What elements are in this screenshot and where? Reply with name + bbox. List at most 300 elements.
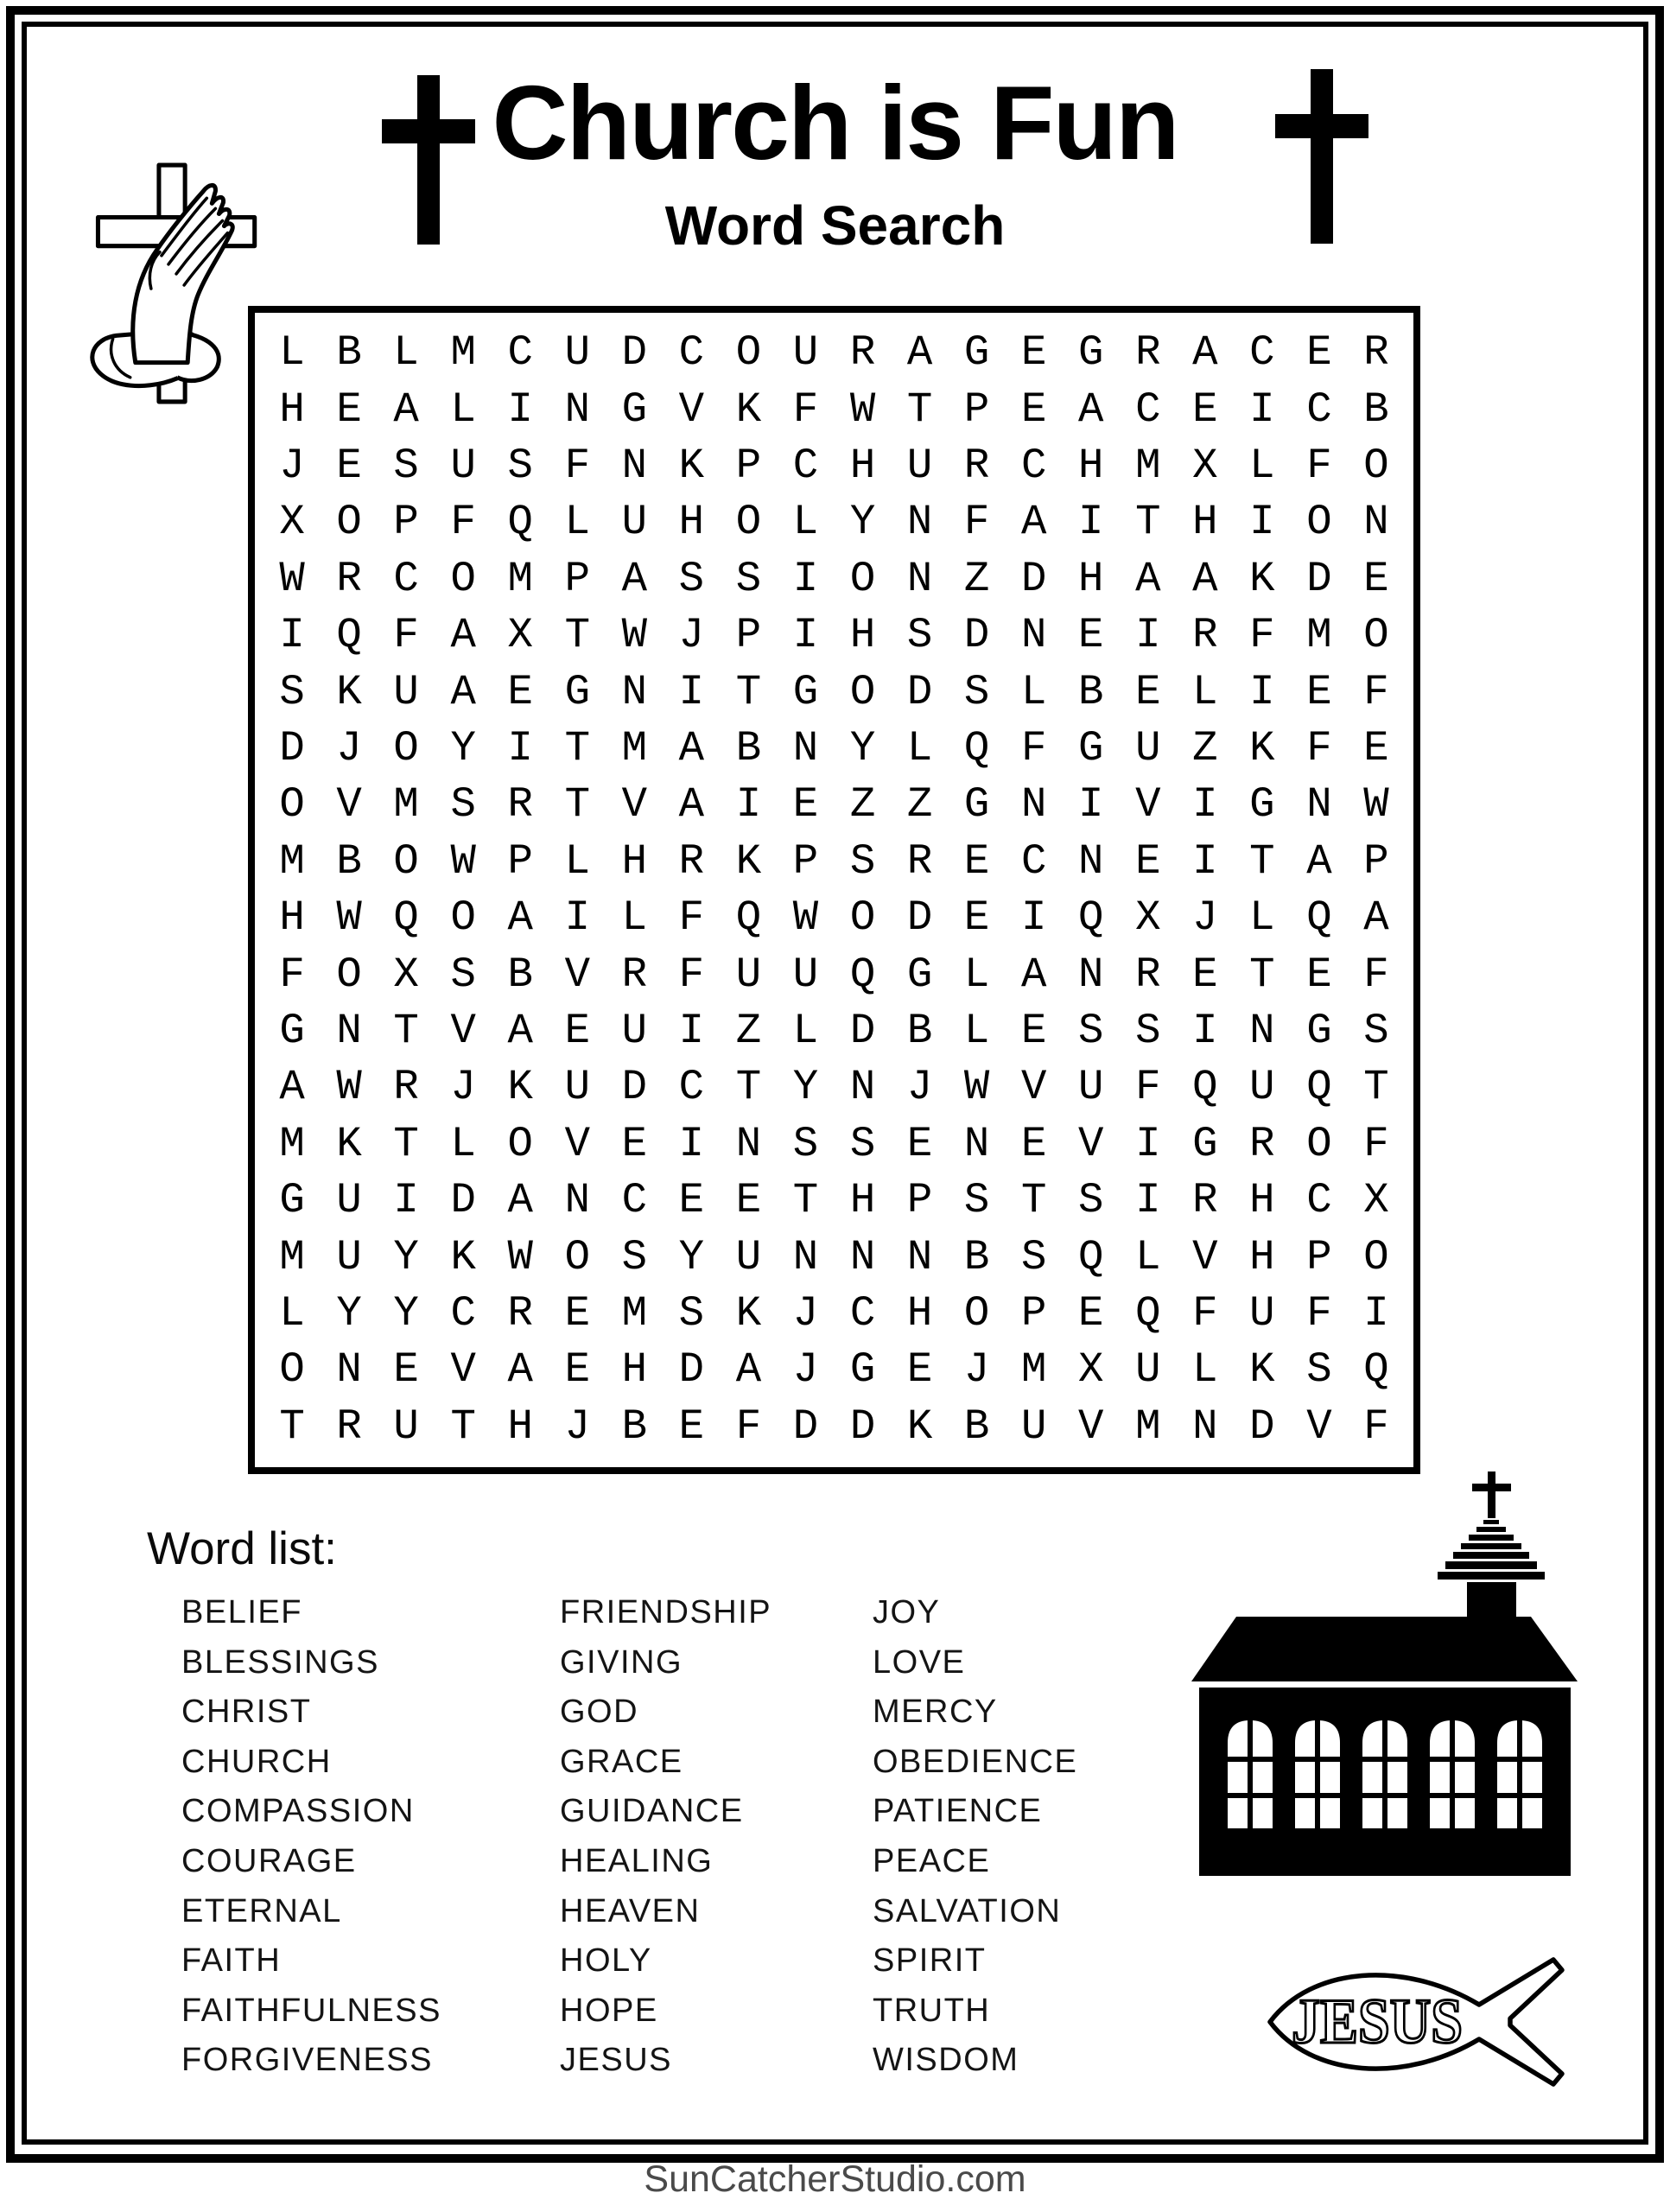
grid-letter: Q: [1306, 1063, 1332, 1112]
grid-letter: R: [1135, 328, 1161, 378]
grid-letter: I: [507, 385, 533, 434]
grid-letter: U: [792, 950, 819, 999]
grid-letter: H: [906, 1288, 933, 1338]
grid-letter: F: [963, 498, 990, 547]
grid-letter: U: [735, 950, 762, 999]
grid-letter: H: [621, 836, 648, 886]
grid-letter: C: [621, 1176, 648, 1225]
grid-letter: O: [336, 498, 362, 547]
grid-letter: M: [1020, 1345, 1047, 1395]
grid-letter: Y: [678, 1232, 705, 1281]
grid-letter: D: [621, 328, 648, 378]
grid-letter: H: [621, 1345, 648, 1395]
grid-letter: S: [1020, 1232, 1047, 1281]
grid-letter: W: [792, 893, 819, 943]
grid-letter: N: [564, 385, 590, 434]
grid-letter: A: [1306, 836, 1332, 886]
grid-letter: G: [1249, 780, 1275, 830]
grid-letter: S: [450, 950, 476, 999]
grid-letter: Z: [849, 780, 876, 830]
grid-letter: I: [1135, 611, 1161, 660]
grid-letter: Y: [336, 1288, 362, 1338]
grid-letter: X: [507, 611, 533, 660]
word-list-item: GRACE: [560, 1743, 683, 1780]
grid-letter: B: [336, 836, 362, 886]
word-list-item: JESUS: [560, 2042, 672, 2079]
grid-letter: C: [792, 441, 819, 490]
grid-letter: A: [507, 893, 533, 943]
grid-letter: Z: [963, 554, 990, 603]
grid-letter: K: [735, 385, 762, 434]
grid-letter: M: [450, 328, 476, 378]
grid-letter: Q: [1135, 1288, 1161, 1338]
grid-letter: E: [336, 385, 362, 434]
grid-letter: O: [450, 893, 476, 943]
grid-letter: N: [621, 441, 648, 490]
grid-letter: I: [1192, 1006, 1218, 1055]
grid-letter: V: [564, 1119, 590, 1168]
grid-letter: A: [678, 723, 705, 772]
word-list-item: HOPE: [560, 1992, 658, 2029]
grid-letter: F: [678, 950, 705, 999]
grid-letter: B: [963, 1402, 990, 1451]
grid-letter: F: [1306, 441, 1332, 490]
grid-letter: Q: [1363, 1345, 1389, 1395]
grid-letter: B: [735, 723, 762, 772]
word-list-item: SPIRIT: [873, 1942, 987, 1980]
grid-letter: G: [1192, 1119, 1218, 1168]
grid-letter: K: [678, 441, 705, 490]
grid-letter: G: [1078, 328, 1104, 378]
grid-letter: P: [963, 385, 990, 434]
grid-letter: N: [906, 498, 933, 547]
grid-letter: R: [1192, 611, 1218, 660]
grid-letter: L: [792, 498, 819, 547]
grid-letter: U: [906, 441, 933, 490]
grid-letter: N: [564, 1176, 590, 1225]
grid-letter: H: [1078, 441, 1104, 490]
grid-letter: O: [1306, 498, 1332, 547]
grid-letter: G: [621, 385, 648, 434]
grid-letter: I: [1192, 836, 1218, 886]
grid-letter: I: [678, 1006, 705, 1055]
grid-letter: L: [450, 385, 476, 434]
grid-letter: R: [1192, 1176, 1218, 1225]
grid-letter: F: [1306, 1288, 1332, 1338]
grid-letter: S: [792, 1119, 819, 1168]
grid-letter: O: [450, 554, 476, 603]
grid-letter: J: [450, 1063, 476, 1112]
grid-letter: W: [507, 1232, 533, 1281]
grid-letter: P: [735, 441, 762, 490]
grid-letter: N: [1078, 836, 1104, 886]
grid-letter: A: [393, 385, 419, 434]
grid-letter: Q: [1306, 893, 1332, 943]
grid-letter: U: [450, 441, 476, 490]
grid-letter: H: [678, 498, 705, 547]
grid-letter: F: [393, 611, 419, 660]
grid-letter: P: [1363, 836, 1389, 886]
grid-letter: N: [1020, 780, 1047, 830]
grid-letter: F: [450, 498, 476, 547]
grid-letter: T: [1249, 950, 1275, 999]
grid-letter: I: [393, 1176, 419, 1225]
grid-letter: I: [1135, 1119, 1161, 1168]
grid-letter: V: [1078, 1119, 1104, 1168]
grid-letter: R: [849, 328, 876, 378]
grid-letter: F: [678, 893, 705, 943]
grid-letter: E: [1020, 1006, 1047, 1055]
grid-letter: I: [1249, 498, 1275, 547]
word-list-item: FORGIVENESS: [181, 2042, 433, 2079]
word-list-item: COURAGE: [181, 1842, 357, 1879]
grid-letter: L: [279, 328, 305, 378]
grid-letter: M: [393, 780, 419, 830]
grid-letter: A: [735, 1345, 762, 1395]
grid-letter: W: [1363, 780, 1389, 830]
grid-letter: E: [1020, 385, 1047, 434]
grid-letter: Y: [849, 723, 876, 772]
grid-letter: D: [279, 723, 305, 772]
grid-letter: P: [906, 1176, 933, 1225]
grid-letter: L: [963, 950, 990, 999]
grid-letter: A: [450, 667, 476, 716]
grid-letter: B: [906, 1006, 933, 1055]
grid-letter: R: [906, 836, 933, 886]
church-icon: [1191, 1471, 1579, 1885]
grid-letter: V: [336, 780, 362, 830]
grid-letter: I: [792, 611, 819, 660]
word-list-item: MERCY: [873, 1694, 998, 1731]
grid-letter: N: [906, 554, 933, 603]
grid-letter: L: [1192, 667, 1218, 716]
grid-letter: T: [393, 1006, 419, 1055]
grid-letter: O: [393, 836, 419, 886]
grid-letter: C: [507, 328, 533, 378]
grid-letter: I: [1363, 1288, 1389, 1338]
grid-letter: A: [1363, 893, 1389, 943]
page-subtitle: Word Search: [664, 194, 1006, 257]
grid-letter: M: [507, 554, 533, 603]
page-title: Church is Fun: [492, 64, 1178, 181]
grid-letter: L: [279, 1288, 305, 1338]
grid-letter: D: [621, 1063, 648, 1112]
word-list-column: [560, 1588, 772, 2086]
word-list-item: GIVING: [560, 1643, 683, 1681]
grid-letter: S: [507, 441, 533, 490]
word-list-item: TRUTH: [873, 1992, 991, 2029]
grid-letter: L: [393, 328, 419, 378]
grid-letter: F: [1020, 723, 1047, 772]
grid-letter: E: [564, 1288, 590, 1338]
grid-letter: S: [849, 836, 876, 886]
grid-letter: D: [1306, 554, 1332, 603]
grid-letter: I: [678, 667, 705, 716]
word-list-item: FAITHFULNESS: [181, 1992, 441, 2029]
grid-letter: N: [1306, 780, 1332, 830]
grid-letter: F: [564, 441, 590, 490]
grid-letter: S: [735, 554, 762, 603]
grid-letter: X: [1135, 893, 1161, 943]
grid-letter: W: [279, 554, 305, 603]
grid-letter: T: [906, 385, 933, 434]
word-list-item: CHURCH: [181, 1743, 332, 1780]
grid-letter: U: [1249, 1063, 1275, 1112]
word-list-item: HEAVEN: [560, 1892, 701, 1929]
grid-letter: F: [1363, 667, 1389, 716]
grid-letter: E: [906, 1119, 933, 1168]
grid-letter: L: [1192, 1345, 1218, 1395]
grid-letter: K: [735, 1288, 762, 1338]
grid-letter: P: [735, 611, 762, 660]
grid-letter: E: [507, 667, 533, 716]
grid-letter: X: [1363, 1176, 1389, 1225]
grid-letter: O: [849, 893, 876, 943]
grid-letter: E: [1363, 554, 1389, 603]
grid-letter: F: [1135, 1063, 1161, 1112]
grid-letter: T: [1249, 836, 1275, 886]
grid-letter: S: [963, 667, 990, 716]
grid-letter: G: [279, 1006, 305, 1055]
grid-letter: Q: [1078, 1232, 1104, 1281]
grid-letter: E: [1192, 385, 1218, 434]
grid-letter: H: [1249, 1176, 1275, 1225]
grid-letter: R: [507, 1288, 533, 1338]
grid-letter: E: [963, 893, 990, 943]
grid-letter: Q: [1192, 1063, 1218, 1112]
grid-letter: A: [1020, 950, 1047, 999]
grid-letter: V: [450, 1345, 476, 1395]
grid-letter: M: [621, 1288, 648, 1338]
grid-letter: Z: [735, 1006, 762, 1055]
grid-letter: U: [1020, 1402, 1047, 1451]
grid-letter: G: [1078, 723, 1104, 772]
grid-letter: R: [1363, 328, 1389, 378]
grid-letter: J: [792, 1345, 819, 1395]
grid-letter: D: [678, 1345, 705, 1395]
grid-letter: N: [906, 1232, 933, 1281]
grid-letter: M: [279, 1119, 305, 1168]
grid-letter: X: [1078, 1345, 1104, 1395]
grid-letter: G: [792, 667, 819, 716]
grid-letter: U: [1249, 1288, 1275, 1338]
grid-letter: V: [1135, 780, 1161, 830]
grid-letter: Q: [849, 950, 876, 999]
grid-letter: P: [792, 836, 819, 886]
grid-letter: Q: [1078, 893, 1104, 943]
grid-letter: E: [1135, 667, 1161, 716]
grid-letter: L: [792, 1006, 819, 1055]
grid-letter: U: [564, 328, 590, 378]
grid-letter: U: [1135, 723, 1161, 772]
grid-letter: E: [1306, 667, 1332, 716]
grid-letter: T: [564, 723, 590, 772]
grid-letter: C: [1306, 385, 1332, 434]
grid-letter: O: [1363, 611, 1389, 660]
word-list-item: WISDOM: [873, 2042, 1019, 2079]
grid-letter: I: [279, 611, 305, 660]
word-search-grid: [248, 306, 1420, 1474]
grid-letter: S: [279, 667, 305, 716]
grid-letter: A: [507, 1006, 533, 1055]
grid-letter: D: [1020, 554, 1047, 603]
grid-letter: O: [849, 554, 876, 603]
grid-letter: E: [1020, 1119, 1047, 1168]
grid-letter: N: [849, 1232, 876, 1281]
grid-letter: S: [1363, 1006, 1389, 1055]
grid-letter: W: [336, 1063, 362, 1112]
grid-letter: O: [1363, 441, 1389, 490]
grid-letter: S: [1078, 1006, 1104, 1055]
grid-letter: O: [735, 328, 762, 378]
grid-letter: H: [279, 385, 305, 434]
grid-letter: U: [1135, 1345, 1161, 1395]
grid-letter: I: [735, 780, 762, 830]
grid-letter: E: [678, 1176, 705, 1225]
grid-letter: T: [450, 1402, 476, 1451]
grid-letter: A: [1192, 554, 1218, 603]
grid-letter: Y: [393, 1288, 419, 1338]
grid-letter: N: [963, 1119, 990, 1168]
grid-letter: R: [1249, 1119, 1275, 1168]
grid-letter: S: [1306, 1345, 1332, 1395]
grid-letter: D: [906, 667, 933, 716]
grid-letter: W: [621, 611, 648, 660]
grid-letter: K: [1249, 723, 1275, 772]
grid-letter: G: [849, 1345, 876, 1395]
grid-letter: U: [336, 1232, 362, 1281]
grid-letter: E: [1363, 723, 1389, 772]
grid-letter: W: [963, 1063, 990, 1112]
grid-letter: O: [1363, 1232, 1389, 1281]
grid-letter: P: [393, 498, 419, 547]
grid-letter: I: [678, 1119, 705, 1168]
grid-letter: J: [336, 723, 362, 772]
grid-letter: E: [621, 1119, 648, 1168]
word-list-item: CHRIST: [181, 1694, 312, 1731]
grid-letter: O: [393, 723, 419, 772]
grid-letter: K: [1249, 1345, 1275, 1395]
grid-letter: H: [849, 441, 876, 490]
grid-letter: C: [1135, 385, 1161, 434]
grid-letter: F: [735, 1402, 762, 1451]
footer-site-name: SunCatcherStudio.com: [644, 2158, 1026, 2200]
grid-letter: T: [564, 780, 590, 830]
grid-letter: N: [735, 1119, 762, 1168]
jesus-fish-icon: [1261, 1951, 1591, 2094]
grid-letter: L: [450, 1119, 476, 1168]
grid-letter: W: [450, 836, 476, 886]
word-list-item: FRIENDSHIP: [560, 1594, 772, 1630]
grid-letter: S: [906, 611, 933, 660]
grid-letter: N: [336, 1345, 362, 1395]
grid-letter: K: [336, 667, 362, 716]
grid-letter: I: [1078, 780, 1104, 830]
word-list-item: ETERNAL: [181, 1892, 342, 1929]
grid-letter: N: [1078, 950, 1104, 999]
grid-letter: E: [564, 1006, 590, 1055]
word-list-item: HEALING: [560, 1842, 714, 1879]
grid-letter: O: [279, 780, 305, 830]
grid-letter: H: [849, 1176, 876, 1225]
grid-letter: K: [1249, 554, 1275, 603]
grid-letter: C: [1020, 836, 1047, 886]
grid-letter: U: [792, 328, 819, 378]
grid-letter: P: [1306, 1232, 1332, 1281]
grid-letter: G: [279, 1176, 305, 1225]
grid-letter: F: [1363, 1119, 1389, 1168]
word-list-item: OBEDIENCE: [873, 1743, 1078, 1780]
grid-letter: G: [963, 780, 990, 830]
grid-letter: L: [621, 893, 648, 943]
grid-letter: C: [1249, 328, 1275, 378]
grid-letter: L: [564, 836, 590, 886]
word-list-item: SALVATION: [873, 1892, 1062, 1929]
grid-letter: M: [1135, 441, 1161, 490]
grid-letter: N: [1249, 1006, 1275, 1055]
grid-letter: H: [849, 611, 876, 660]
grid-letter: V: [1192, 1232, 1218, 1281]
grid-letter: S: [450, 780, 476, 830]
grid-letter: I: [1078, 498, 1104, 547]
word-list-item: BLESSINGS: [181, 1643, 379, 1681]
grid-letter: T: [279, 1402, 305, 1451]
grid-letter: Q: [735, 893, 762, 943]
grid-letter: R: [393, 1063, 419, 1112]
grid-letter: E: [336, 441, 362, 490]
grid-letter: F: [792, 385, 819, 434]
grid-letter: E: [963, 836, 990, 886]
grid-letter: Y: [450, 723, 476, 772]
word-list-item: PEACE: [873, 1842, 991, 1879]
grid-letter: J: [279, 441, 305, 490]
grid-letter: U: [621, 1006, 648, 1055]
grid-letter: E: [792, 780, 819, 830]
grid-letter: F: [1363, 1402, 1389, 1451]
grid-letter: N: [1192, 1402, 1218, 1451]
word-list-item: GUIDANCE: [560, 1793, 744, 1830]
grid-letter: C: [393, 554, 419, 603]
grid-letter: D: [450, 1176, 476, 1225]
grid-letter: O: [849, 667, 876, 716]
grid-letter: A: [1078, 385, 1104, 434]
grid-letter: N: [336, 1006, 362, 1055]
grid-letter: E: [1078, 611, 1104, 660]
grid-letter: S: [678, 554, 705, 603]
grid-letter: A: [678, 780, 705, 830]
grid-letter: T: [1135, 498, 1161, 547]
grid-letter: L: [1249, 441, 1275, 490]
grid-letter: E: [735, 1176, 762, 1225]
grid-letter: E: [1020, 328, 1047, 378]
grid-letter: X: [1192, 441, 1218, 490]
grid-letter: C: [678, 328, 705, 378]
grid-letter: V: [450, 1006, 476, 1055]
grid-letter: G: [1306, 1006, 1332, 1055]
grid-letter: D: [963, 611, 990, 660]
grid-letter: F: [1192, 1288, 1218, 1338]
grid-letter: V: [1078, 1402, 1104, 1451]
grid-letter: Y: [393, 1232, 419, 1281]
grid-letter: P: [507, 836, 533, 886]
grid-letter: B: [1363, 385, 1389, 434]
grid-letter: W: [336, 893, 362, 943]
grid-letter: O: [564, 1232, 590, 1281]
grid-letter: S: [963, 1176, 990, 1225]
grid-letter: I: [792, 554, 819, 603]
grid-letter: E: [1078, 1288, 1104, 1338]
grid-letter: W: [849, 385, 876, 434]
